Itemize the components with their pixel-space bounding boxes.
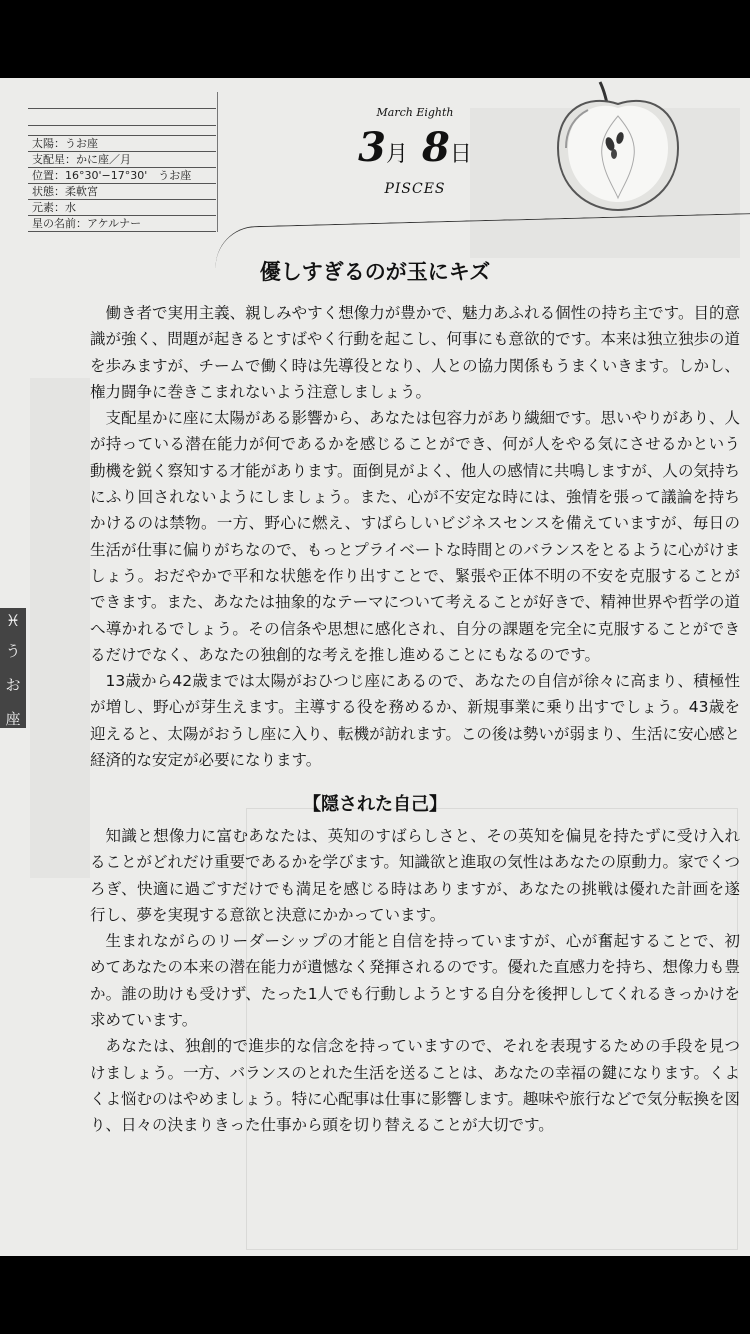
paragraph: 13歳から42歳までは太陽がおひつじ座にあるので、あなたの自信が徐々に高まり、積極性が増し、野心が芽生えます。主導する役を務めるか、新規事業に乗り出すでしょう。43歳を迎えると、太陽がおうし座に入り、転機が訪れます。この後は勢いが弱まり、生活に安心感と経済的な安定が必要になります。	[90, 672, 740, 770]
zodiac-info-box	[28, 92, 216, 232]
apple-icon	[548, 78, 688, 218]
pisces-icon: ♓	[5, 611, 21, 630]
day-char: 日	[449, 142, 472, 167]
book-page	[0, 78, 750, 1256]
day-number: 8	[421, 124, 450, 171]
info-blank-rule	[28, 92, 216, 109]
section-heading: 【隠された自己】	[303, 794, 447, 815]
hidden-self-text	[90, 823, 740, 1139]
month-char: 月	[386, 142, 409, 167]
month-number: 3	[358, 124, 387, 171]
paragraph: 支配星かに座に太陽がある影響から、あなたは包容力があり繊細です。思いやりがあり、人が持っている潜在能力が何であるかを感じることができ、何が人をやる気にさせるかという動機を鋭く察知する才能があります。面倒見がよく、他人の感情に共鳴しますが、人の気持ちにふり回されないようにしましょう。また、心が不安定な時には、強情を張って議論を持ちかけるのは禁物。一方、野心に燃え、すばらしいビジネスセンスを備えていますが、毎日の生活が仕事に偏りがちなので、もっとプライベートな時間とのバランスをとるように心がけましょう。おだやかで平和な状態を作り出すことで、緊張や正体不明の不安を克服することができます。また、あなたは抽象的なテーマについて考えることが好きで、精神世界や哲学の道へ導かれるでしょう。その信条や思想に感化され、自分の課題を完全に克服することができるだけでなく、あなたの独創的な考えを推し進めることにもなるのです。	[90, 409, 740, 664]
page-title: 優しすぎるのが玉にキズ	[259, 260, 491, 284]
info-star-name: 星の名前：アケルナー	[28, 216, 216, 232]
info-element: 元素：水	[28, 200, 216, 216]
apple-illustration	[548, 78, 688, 218]
paragraph: 生まれながらのリーダーシップの才能と自信を持っていますが、心が奮起することで、初めてあなたの本来の潜在能力が遺憾なく発揮されるのです。優れた直感力を持ち、想像力も豊か。誰の助けも受けず、たった1人でも行動しようとする自分を後押ししてくれるきっかけを求めています。	[90, 932, 740, 1030]
paragraph: あなたは、独創的で進歩的な信念を持っていますので、それを表現するための手段を見つけましょう。一方、バランスのとれた生活を送ることは、あなたの幸福の鍵になります。くよくよ悩むのはやめましょう。特に心配事は仕事に影響します。趣味や旅行などで気分転換を図り、日々の決まりきった仕事から頭を切り替えることが大切です。	[90, 1037, 740, 1135]
tab-char: う	[5, 642, 21, 660]
date-header	[340, 106, 490, 197]
tab-char: 座	[5, 710, 21, 728]
sign-name: PISCES	[384, 181, 446, 197]
info-ruler: 支配星：かに座／月	[28, 152, 216, 168]
info-sun: 太陽：うお座	[28, 136, 216, 152]
main-text	[90, 300, 740, 773]
sign-index-tab	[0, 608, 26, 728]
english-date: March Eighth	[376, 106, 454, 119]
info-blank-rule	[28, 126, 216, 136]
paragraph: 知識と想像力に富むあなたは、英知のすばらしさと、その英知を偏見を持たずに受け入れることがどれだけ重要であるかを学びます。知識欲と進取の気性はあなたの原動力。家でくつろぎ、快適に過ごすだけでも満足を感じる時はありますが、あなたの挑戦は優れた計画を遂行し、夢を実現する意欲と決意にかかっています。	[90, 827, 740, 924]
date-heading	[340, 122, 490, 181]
info-state: 状態：柔軟宮	[28, 184, 216, 200]
info-blank-rule	[28, 109, 216, 126]
tab-char: お	[5, 676, 21, 694]
paragraph: 働き者で実用主義、親しみやすく想像力が豊かで、魅力あふれる個性の持ち主です。目的意識が強く、問題が起きるとすばやく行動を起こし、何事にも意欲的です。本来は独立独歩の道を歩みますが、チームで働く時は先導役となり、人との協力関係もうまくいきます。しかし、権力闘争に巻きこまれないよう注意しましょう。	[90, 304, 740, 401]
info-position: 位置：16°30'−17°30' うお座	[28, 168, 216, 184]
